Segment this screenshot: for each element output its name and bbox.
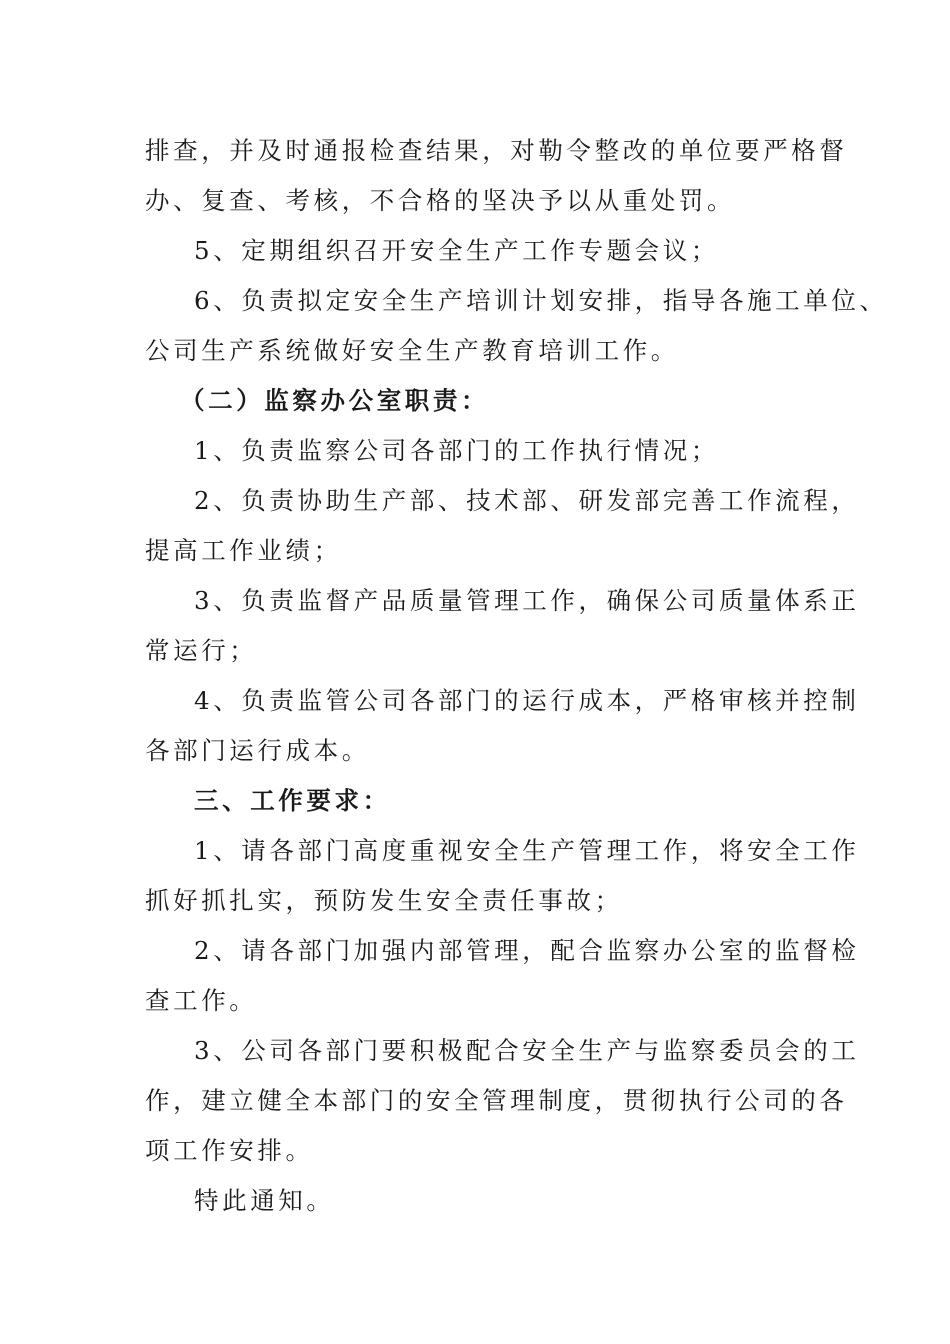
section-heading-requirements: 三、工作要求：	[194, 786, 391, 815]
duty-item-2: 2、负责协助生产部、技术部、研发部完善工作流程，	[194, 486, 860, 515]
section-heading-supervision-office: （二）监察办公室职责：	[180, 386, 490, 415]
duty-item-3-cont: 常运行；	[145, 636, 258, 665]
requirement-item-1: 1、请各部门高度重视安全生产管理工作，将安全工作	[194, 836, 860, 865]
requirement-item-3-cont-2: 项工作安排。	[145, 1136, 314, 1165]
requirement-item-3-cont-1: 作，建立健全本部门的安全管理制度，贯彻执行公司的各	[145, 1086, 848, 1115]
duty-item-1: 1、负责监察公司各部门的工作执行情况；	[194, 436, 719, 465]
duty-item-3: 3、负责监督产品质量管理工作，确保公司质量体系正	[194, 586, 860, 615]
requirement-item-1-cont: 抓好抓扎实，预防发生安全责任事故；	[145, 886, 623, 915]
body-line-2: 办、复查、考核，不合格的坚决予以从重处罚。	[145, 186, 736, 215]
list-item-6-cont: 公司生产系统做好安全生产教育培训工作。	[145, 336, 679, 365]
requirement-item-3: 3、公司各部门要积极配合安全生产与监察委员会的工	[194, 1036, 860, 1065]
requirement-item-2: 2、请各部门加强内部管理，配合监察办公室的监督检	[194, 936, 860, 965]
list-item-6: 6、负责拟定安全生产培训计划安排，指导各施工单位、	[194, 286, 888, 315]
duty-item-2-cont: 提高工作业绩；	[145, 536, 342, 565]
duty-item-4-cont: 各部门运行成本。	[145, 736, 370, 765]
list-item-5: 5、定期组织召开安全生产工作专题会议；	[194, 236, 719, 265]
body-line-1: 排查，并及时通报检查结果，对勒令整改的单位要严格督	[145, 136, 848, 165]
closing-notice: 特此通知。	[194, 1186, 335, 1215]
requirement-item-2-cont: 查工作。	[145, 986, 258, 1015]
duty-item-4: 4、负责监管公司各部门的运行成本，严格审核并控制	[194, 686, 860, 715]
